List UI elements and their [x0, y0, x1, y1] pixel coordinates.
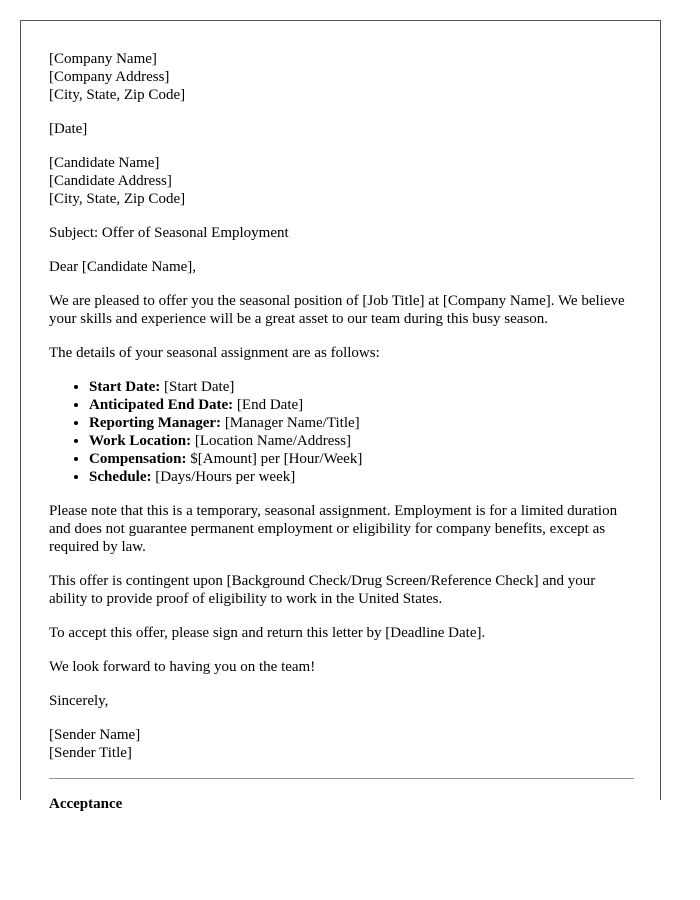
candidate-address: [Candidate Address] [49, 173, 172, 189]
candidate-address-block [49, 154, 634, 208]
sender-name: [Sender Name] [49, 727, 141, 743]
intro-paragraph: We are pleased to offer you the seasonal position of [Job Title] at [Company Name]. We believe your skills and experience will be a great asset to our team during this busy season. [49, 293, 625, 327]
detail-compensation [89, 450, 634, 468]
contingency-paragraph: This offer is contingent upon [Background Check/Drug Screen/Reference Check] and your ability to provide proof of eligibility to work in the United States. [49, 573, 596, 607]
detail-value: [End Date] [236, 397, 304, 413]
detail-value: $[Amount] per [Hour/Week] [190, 451, 363, 467]
letter-date: [Date] [49, 121, 88, 137]
letter-page [20, 20, 661, 812]
closing-line: We look forward to having you on the team! [49, 659, 316, 675]
sender-title: [Sender Title] [49, 745, 132, 761]
candidate-name: [Candidate Name] [49, 155, 160, 171]
detail-schedule [89, 468, 634, 486]
detail-label: Reporting Manager: [89, 415, 222, 431]
detail-label: Start Date: [89, 379, 161, 395]
detail-label: Schedule: [89, 469, 152, 485]
accept-instructions-paragraph: To accept this offer, please sign and return this letter by [Deadline Date]. [49, 625, 486, 641]
detail-value: [Start Date] [163, 379, 235, 395]
detail-end-date [89, 396, 634, 414]
detail-label: Anticipated End Date: [89, 397, 234, 413]
company-city-state-zip: [City, State, Zip Code] [49, 87, 186, 103]
salutation: Dear [Candidate Name], [49, 259, 197, 275]
assignment-details-list [49, 378, 634, 486]
company-address-block [49, 50, 634, 104]
detail-label: Compensation: [89, 451, 187, 467]
temporary-note-paragraph: Please note that this is a temporary, seasonal assignment. Employment is for a limited duration and does not guarantee permanent employment or eligibility for company benefits, except as required by law. [49, 503, 618, 555]
letter-content [49, 50, 634, 813]
detail-start-date [89, 378, 634, 396]
details-intro: The details of your seasonal assignment are as follows: [49, 345, 380, 361]
company-address: [Company Address] [49, 69, 170, 85]
detail-work-location [89, 432, 634, 450]
detail-value: [Location Name/Address] [194, 433, 352, 449]
acceptance-heading: Acceptance [49, 796, 123, 812]
detail-value: [Manager Name/Title] [224, 415, 360, 431]
section-divider [49, 778, 634, 779]
letter-subject: Subject: Offer of Seasonal Employment [49, 225, 289, 241]
company-name: [Company Name] [49, 51, 157, 67]
sender-block [49, 726, 634, 762]
detail-label: Work Location: [89, 433, 192, 449]
signoff: Sincerely, [49, 693, 109, 709]
candidate-city-state-zip: [City, State, Zip Code] [49, 191, 186, 207]
detail-value: [Days/Hours per week] [155, 469, 296, 485]
detail-reporting-manager [89, 414, 634, 432]
